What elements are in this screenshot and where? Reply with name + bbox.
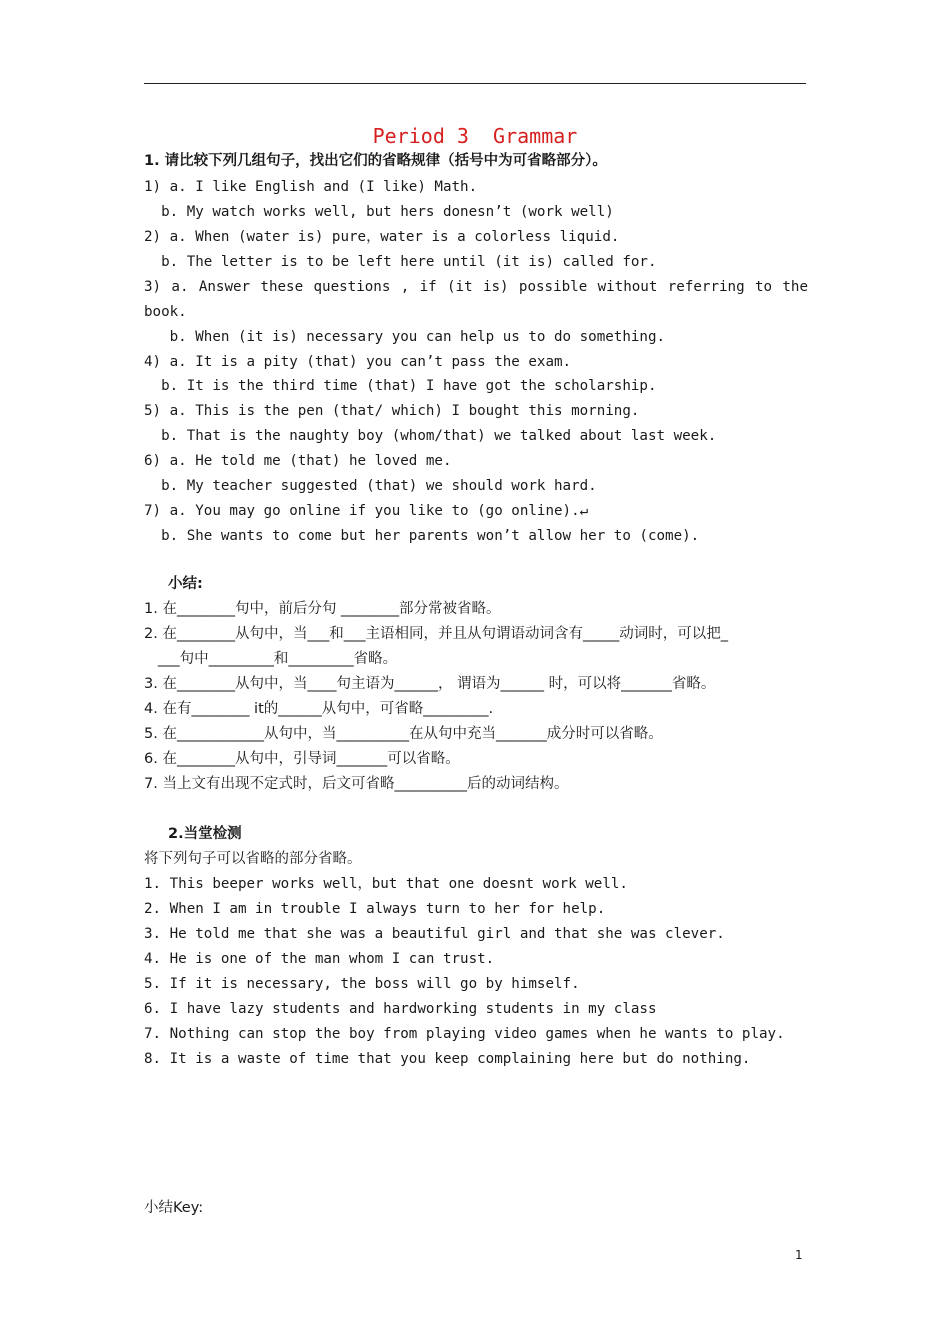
summary-heading: 小结: <box>168 576 203 592</box>
summary-line: ___句中_________和_________省略。 <box>144 651 398 667</box>
exercise-line: 2. When I am in trouble I always turn to her for help. <box>144 901 606 917</box>
example-line: b. My watch works well, but hers donesn’t (work well) <box>144 204 614 220</box>
example-line: 5) a. This is the pen (that/ which) I bought this morning. <box>144 403 640 419</box>
example-line: 3) a. Answer these questions , if (it is) possible without referring to the <box>144 279 808 295</box>
section1-heading: 1. 请比较下列几组句子，找出它们的省略规律（括号中为可省略部分）。 <box>144 153 607 169</box>
summary-line: 3. 在________从句中，当____句主语为______， 谓语为______ 时，可以将_______省略。 <box>144 676 716 692</box>
exercise-line: 5. If it is necessary, the boss will go by himself. <box>144 976 580 992</box>
exercise-line: 7. Nothing can stop the boy from playing video games when he wants to play. <box>144 1026 785 1042</box>
example-line: 6) a. He told me (that) he loved me. <box>144 453 452 469</box>
example-line: b. When (it is) necessary you can help us to do something. <box>144 329 666 345</box>
example-line: 1) a. I like English and (I like) Math. <box>144 179 478 195</box>
summary-line: 6. 在________从句中，引导词_______可以省略。 <box>144 751 460 767</box>
section2-heading: 2.当堂检测 <box>168 826 242 842</box>
exercise-line: 8. It is a waste of time that you keep complaining here but do nothing. <box>144 1051 751 1067</box>
example-line: b. She wants to come but her parents won’t allow her to (come). <box>144 528 700 544</box>
summary-line: 7. 当上文有出现不定式时，后文可省略__________后的动词结构。 <box>144 776 569 792</box>
example-line: book. <box>144 304 187 320</box>
summary-line: 2. 在________从句中，当___和___主语相同，并且从句谓语动词含有_____动词时，可以把_ <box>144 626 728 642</box>
example-line: 7) a. You may go online if you like to (go online).↵ <box>144 503 589 519</box>
header-rule <box>144 83 806 84</box>
example-line: b. My teacher suggested (that) we should work hard. <box>144 478 597 494</box>
example-line: 4) a. It is a pity (that) you can’t pass the exam. <box>144 354 572 370</box>
exercise-line: 6. I have lazy students and hardworking students in my class <box>144 1001 657 1017</box>
exercise-line: 1. This beeper works well，but that one doesnt work well. <box>144 876 628 892</box>
exercise-line: 4. He is one of the man whom I can trust. <box>144 951 495 967</box>
summary-line: 5. 在____________从句中，当__________在从句中充当_______成分时可以省略。 <box>144 726 663 742</box>
example-line: b. The letter is to be left here until (it is) called for. <box>144 254 657 270</box>
example-line: b. That is the naughty boy (whom/that) we talked about last week. <box>144 428 717 444</box>
summary-key-label: 小结Key: <box>144 1200 204 1216</box>
section2-instruction: 将下列句子可以省略的部分省略。 <box>144 851 362 867</box>
example-line: b. It is the third time (that) I have got the scholarship. <box>144 378 657 394</box>
exercise-line: 3. He told me that she was a beautiful girl and that she was clever. <box>144 926 725 942</box>
summary-line: 1. 在________句中，前后分句 ________部分常被省略。 <box>144 601 501 617</box>
page-title: Period 3 Grammar <box>372 124 578 148</box>
example-line: 2) a. When (water is) pure，water is a colorless liquid. <box>144 229 620 245</box>
summary-line: 4. 在有________ it的______从句中，可省略_________. <box>144 701 494 717</box>
page-number: 1 <box>795 1248 803 1262</box>
